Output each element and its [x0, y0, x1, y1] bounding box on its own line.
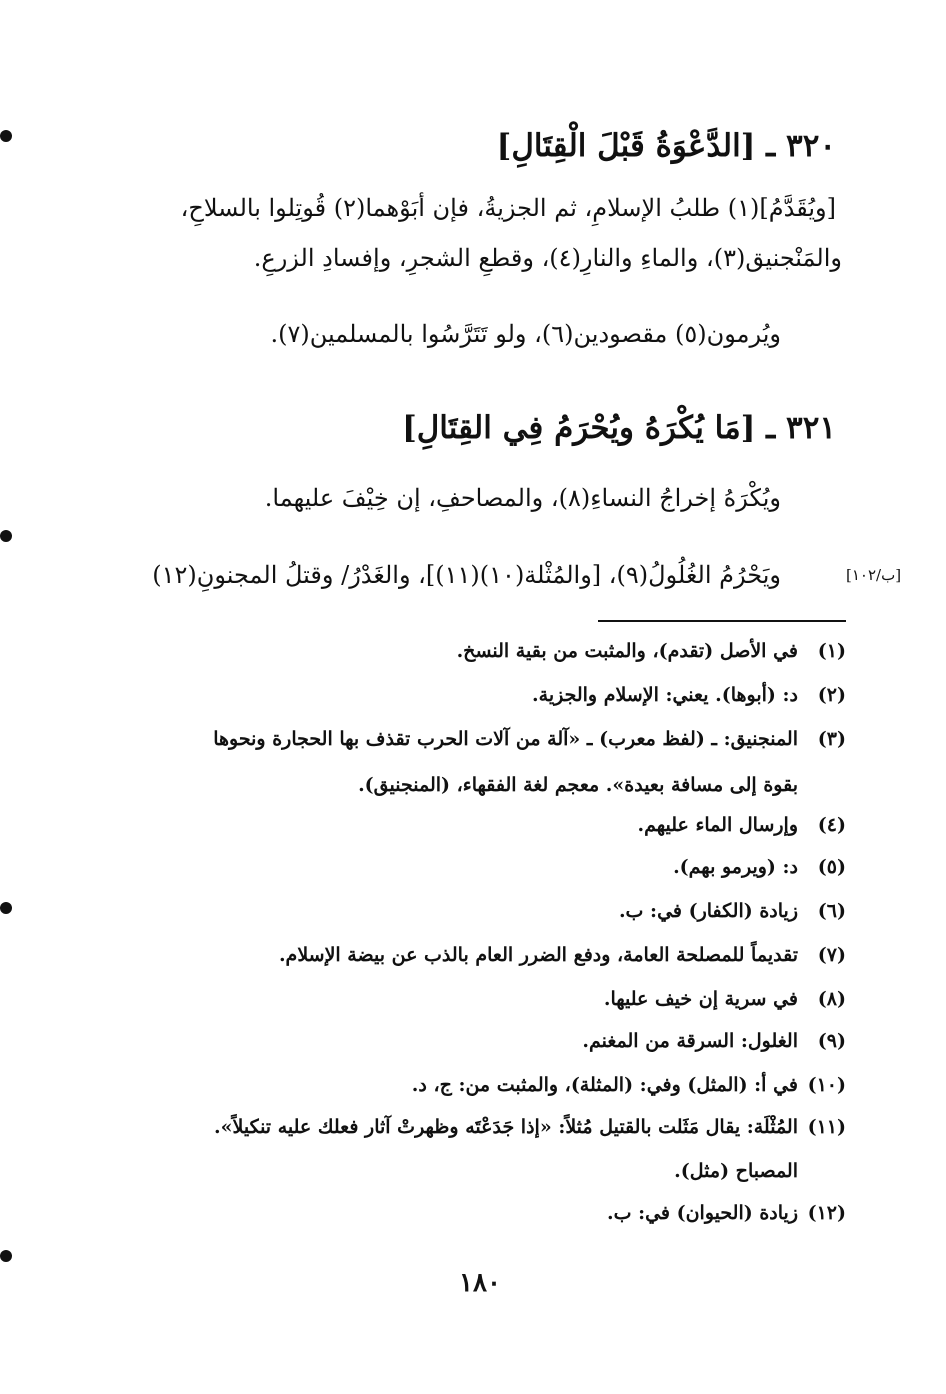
- section-320-line-2: والمَنْجنيق(٣)، والماءِ والنارِ(٤)، وقطعِ الشجرِ، وإفسادِ الزرعِ.: [253, 244, 842, 272]
- section-321-heading: [402, 410, 836, 446]
- page-number: ١٨٠: [459, 1268, 501, 1298]
- footnote-number: (٥): [817, 856, 846, 878]
- section-320-heading: [497, 128, 836, 164]
- section-321-line-2: ويَحْرُمُ الغُلُولُ(٩)، [والمُثْلة(١٠)(١١)]، والغَدْرُ/ وقتلُ المجنونِ(١٢): [152, 561, 781, 589]
- footnote-text: في الأصل (تقدم)، والمثبت من بقية النسخ.: [456, 640, 798, 662]
- section-320-title: [الدَّعْوَةُ قَبْلَ الْقِتَالِ]: [496, 128, 756, 164]
- section-321-line-1: ويُكْرَهُ إخراجُ النساءِ(٨)، والمصاحفِ، إن خِيْفَ عليهما.: [264, 484, 781, 512]
- section-321-title: [مَا يُكْرَهُ ويُحْرَمُ فِي القِتَالِ]: [402, 410, 756, 446]
- footnote-text: الغلول: السرقة من المغنم.: [582, 1030, 798, 1052]
- footnote-text: زيادة (الحيوان) في: ب.: [606, 1202, 798, 1224]
- footnote-text: د: (ويرمو بهم).: [673, 856, 798, 878]
- section-321-number: ٣٢١ ـ: [766, 410, 836, 446]
- manuscript-folio-marker: [ب/١٠٢]: [846, 566, 902, 584]
- footnote-number: (٦): [817, 900, 846, 922]
- footnote-text: المصباح (مثل).: [674, 1160, 798, 1182]
- footnote-number: (٤): [817, 814, 846, 836]
- footnote-text: في سرية إن خيف عليها.: [603, 988, 798, 1010]
- binding-mark: [0, 530, 12, 542]
- footnote-divider: [598, 620, 846, 622]
- footnote-number: (٩): [817, 1030, 846, 1052]
- footnote-number: (١٠): [807, 1074, 846, 1096]
- footnote-text: وإرسال الماء عليهم.: [637, 814, 798, 836]
- footnote-text: تقديماً للمصلحة العامة، ودفع الضرر العام بالذب عن بيضة الإسلام.: [278, 944, 798, 966]
- section-320-line-3: ويُرمون(٥) مقصودين(٦)، ولو تَتَرَّسُوا بالمسلمين(٧).: [270, 320, 781, 348]
- binding-mark: [0, 902, 12, 914]
- footnote-number: (٢): [817, 684, 846, 706]
- footnote-number: (١): [817, 640, 846, 662]
- footnote-number: (١١): [807, 1116, 846, 1138]
- binding-mark: [0, 130, 12, 142]
- section-320-number: ٣٢٠ ـ: [766, 128, 836, 164]
- section-320-line-1: [ويُقَدَّمُ](١) طلبُ الإسلامِ، ثم الجزيةُ، فإن أبَوْهما(٢) قُوتِلوا بالسلاحِ،: [180, 194, 836, 222]
- footnote-number: (٣): [817, 728, 846, 750]
- footnote-text: المُثْلَة: يقال مَثَلت بالقتيل مُثلاً: «إذا جَدَعْتَه وظهرتْ آثار فعلك عليه تنكيلاً».: [214, 1116, 798, 1138]
- footnote-text: بقوة إلى مسافة بعيدة». معجم لغة الفقهاء، (المنجنيق).: [358, 774, 798, 796]
- footnote-text: المنجنيق: ـ (لفظ معرب) ـ «آلة من آلات الحرب تقذف بها الحجارة ونحوها: [213, 728, 798, 750]
- footnote-text: زيادة (الكفار) في: ب.: [618, 900, 798, 922]
- footnote-text: في أ: (المثل) وفي: (المثلة)، والمثبت من: ج، د.: [411, 1074, 798, 1096]
- footnote-number: (١٢): [807, 1202, 846, 1224]
- binding-mark: [0, 1250, 12, 1262]
- footnote-number: (٨): [817, 988, 846, 1010]
- footnote-number: (٧): [817, 944, 846, 966]
- footnote-text: د: (أبوها). يعني: الإسلام والجزية.: [532, 684, 798, 706]
